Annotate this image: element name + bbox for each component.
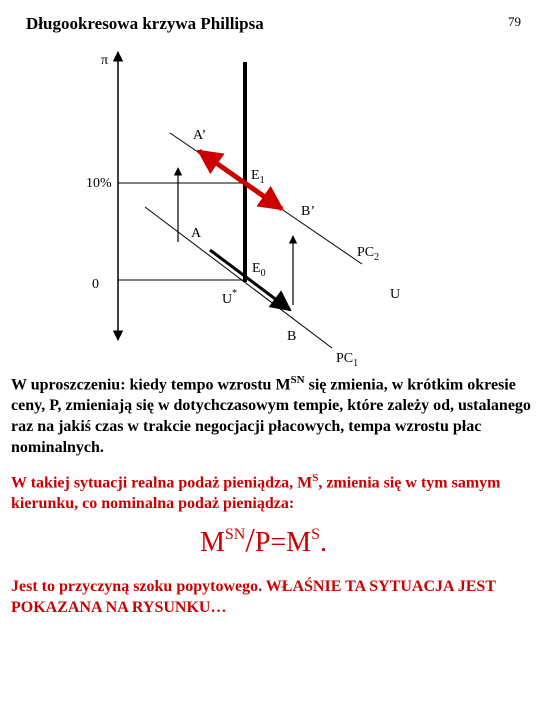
label-e0: $E_0$ bbox=[252, 261, 266, 279]
label-zero: 0 bbox=[92, 277, 99, 292]
paragraph-demand-shock: Jest to przyczyną szoku popytowego. WŁAŚNIE TA SYTUACJA JEST POKAZANA NA RYSUNKU… bbox=[11, 578, 496, 616]
paragraph-simplification: W uproszczeniu: kiedy tempo wzrostu $M^{SN}$ się zmienia, w krótkim okresie ceny, P, zmieniają się w dotychczasowym tempie, które zależy od, ustalanego raz na jakiś czas w trakcie negocjacji płacowych, tempa wzrostu płac nominalnych. bbox=[11, 374, 531, 457]
label-e1: $E_1$ bbox=[251, 168, 265, 186]
label-pc1: $PC_1$ bbox=[336, 351, 359, 369]
label-b: B bbox=[287, 329, 297, 344]
formula: $M^{SN}/P=M^S$. bbox=[200, 522, 327, 559]
y-axis-label: π bbox=[101, 53, 109, 68]
paragraph-real-money-supply: W takiej sytuacji realna podaż pieniądza, $M^S$, zmienia się w tym samym kierunku, co nominalna podaż pieniądza: bbox=[11, 472, 501, 513]
label-b-prime: B’ bbox=[301, 204, 315, 219]
movement-arrow-pc2 bbox=[199, 151, 282, 209]
page-title: Długookresowa krzywa Phillipsa bbox=[26, 14, 264, 33]
label-10pct: 10% bbox=[86, 176, 112, 191]
label-a-prime: A’ bbox=[193, 128, 207, 143]
label-pc2: $PC_2$ bbox=[357, 245, 380, 263]
label-u: U bbox=[390, 287, 401, 302]
page-number: 79 bbox=[508, 14, 521, 29]
label-u-star: U* bbox=[222, 288, 238, 307]
pc1-curve bbox=[145, 207, 332, 348]
label-a: A bbox=[191, 226, 202, 241]
